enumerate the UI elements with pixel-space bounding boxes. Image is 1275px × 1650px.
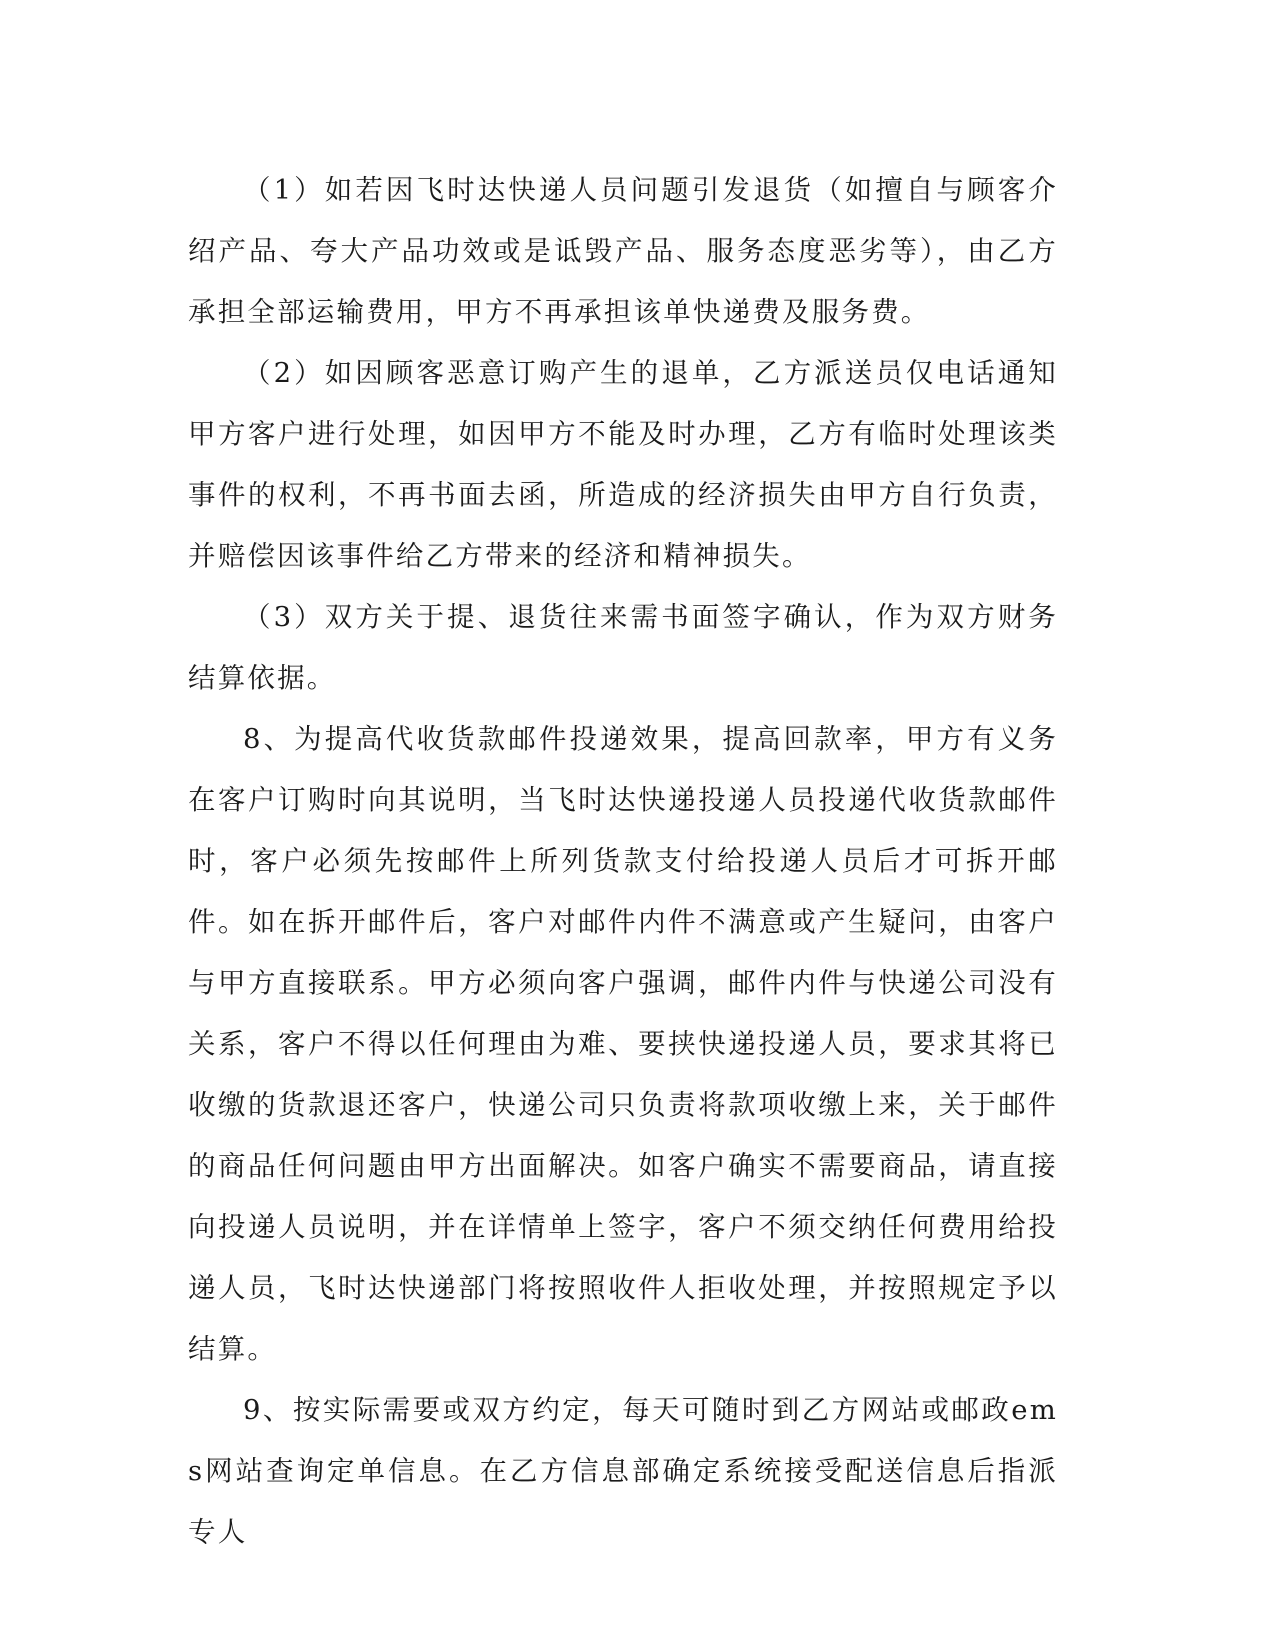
paragraph-clause-7-3: （3）双方关于提、退货往来需书面签字确认，作为双方财务结算依据。: [188, 601, 1058, 694]
paragraph-clause-7-2: （2）如因顾客恶意订购产生的退单，乙方派送员仅电话通知甲方客户进行处理，如因甲方不能及时办理，乙方有临时处理该类事件的权利，不再书面去函，所造成的经济损失由甲方自行负责，并赔偿因该事件给乙方带来的经济和精神损失。: [188, 357, 1058, 572]
document-body: [188, 160, 1058, 1563]
paragraph-clause-7-1: （1）如若因飞时达快递人员问题引发退货（如擅自与顾客介绍产品、夸大产品功效或是诋毁产品、服务态度恶劣等），由乙方承担全部运输费用，甲方不再承担该单快递费及服务费。: [188, 174, 1058, 328]
paragraph-clause-9: 9、按实际需要或双方约定，每天可随时到乙方网站或邮政ems网站查询定单信息。在乙方信息部确定系统接受配送信息后指派专人: [188, 1394, 1058, 1548]
paragraph-clause-8: 8、为提高代收货款邮件投递效果，提高回款率，甲方有义务在客户订购时向其说明，当飞时达快递投递人员投递代收货款邮件时，客户必须先按邮件上所列货款支付给投递人员后才可拆开邮件。如在拆开邮件后，客户对邮件内件不满意或产生疑问，由客户与甲方直接联系。甲方必须向客户强调，邮件内件与快递公司没有关系，客户不得以任何理由为难、要挟快递投递人员，要求其将已收缴的货款退还客户，快递公司只负责将款项收缴上来，关于邮件的商品任何问题由甲方出面解决。如客户确实不需要商品，请直接向投递人员说明，并在详情单上签字，客户不须交纳任何费用给投递人员，飞时达快递部门将按照收件人拒收处理，并按照规定予以结算。: [188, 723, 1058, 1365]
